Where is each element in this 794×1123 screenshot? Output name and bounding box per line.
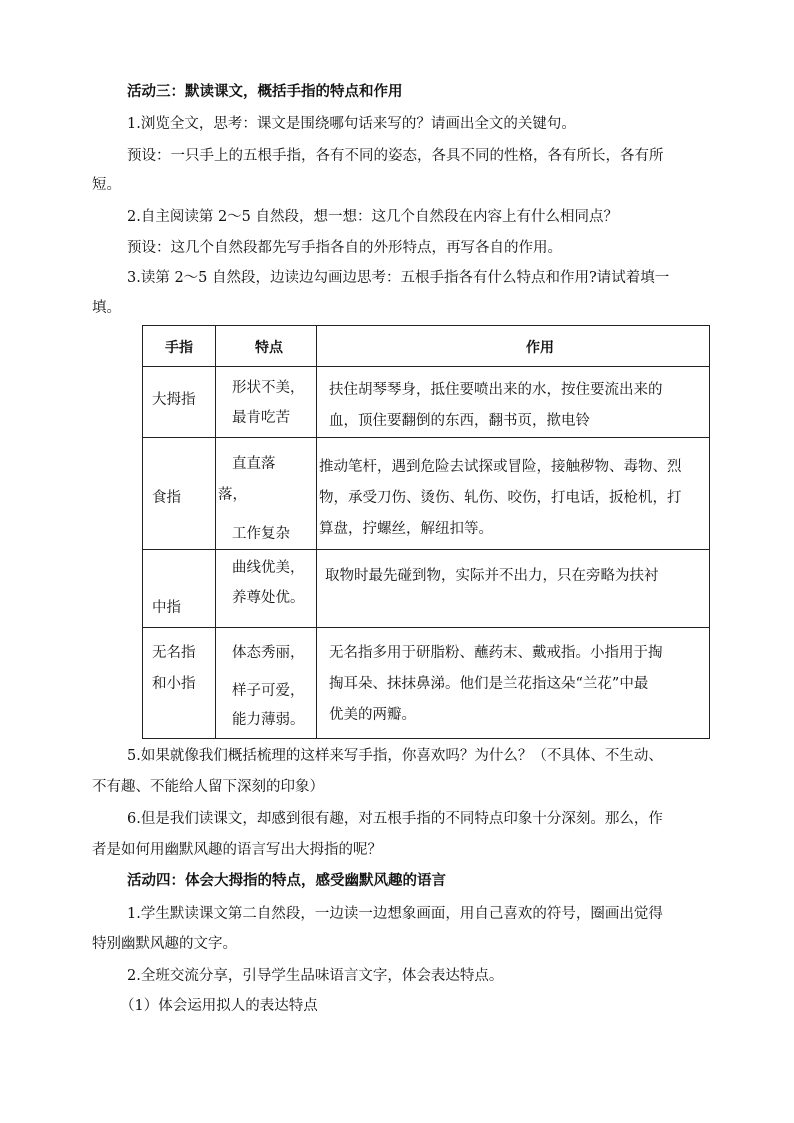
- row-index-feature: 工作复杂: [232, 526, 290, 542]
- row-middle-feature: 养尊处优。: [232, 590, 305, 606]
- step-two-sub-one: （1）体会运用拟人的表达特点: [120, 998, 318, 1014]
- question-six-line2: 者是如何用幽默风趣的语言写出大拇指的呢？: [92, 842, 382, 858]
- row-ring-little-feature: 样子可爱，: [232, 683, 305, 699]
- row-index-function: 算盘，拧螺丝，解纽扣等。: [319, 521, 493, 537]
- row-middle-function: 取物时最先碰到物，实际并不出力，只在旁略为扶衬: [325, 568, 659, 584]
- row-index-function: 推动笔杆，遇到危险去试探或冒险，接触秽物、毒物、烈: [319, 459, 682, 475]
- row-ring-little-function: 优美的两瓣。: [329, 707, 416, 723]
- header-feature: 特点: [255, 340, 283, 356]
- row-middle-feature: 曲线优美，: [232, 560, 305, 576]
- step-one-line1: 1.学生默读课文第二自然段，一边读一边想象画面，用自己喜欢的符号，圈画出觉得: [127, 906, 663, 922]
- step-two: 2.全班交流分享，引导学生品味语言文字，体会表达特点。: [127, 968, 504, 984]
- row-index-feature: 落，: [218, 487, 247, 503]
- question-five-line2: 不有趣、不能给人留下深刻的印象）: [92, 779, 324, 795]
- row-ring-little-function: 掏耳朵、抹抹鼻涕。他们是兰花指这朵“兰花”中最: [329, 676, 649, 692]
- row-ring-little-function: 无名指多用于研脂粉、蘸药末、戴戒指。小指用于掏: [329, 645, 663, 661]
- question-three-line2: 填。: [92, 300, 121, 316]
- table-divider: [143, 366, 709, 367]
- table-divider: [143, 549, 709, 550]
- table-divider: [143, 627, 709, 628]
- table-divider: [143, 437, 709, 438]
- row-ring-little-feature: 体态秀丽，: [232, 645, 305, 661]
- header-function: 作用: [526, 340, 554, 356]
- row-ring-little-finger: 和小指: [152, 676, 196, 692]
- row-index-feature: 直直落: [232, 456, 276, 472]
- row-thumb-feature: 形状不美，: [232, 380, 305, 396]
- answer-one-line2: 短。: [92, 177, 121, 193]
- row-index-finger: 食指: [152, 490, 181, 506]
- question-six-line1: 6.但是我们读课文，却感到很有趣，对五根手指的不同特点印象十分深刻。那么，作: [127, 811, 663, 827]
- question-one: 1.浏览全文，思考：课文是围绕哪句话来写的？请画出全文的关键句。: [127, 116, 576, 132]
- activity-four-heading: 活动四：体会大拇指的特点，感受幽默风趣的语言: [127, 872, 446, 889]
- answer-two: 预设：这几个自然段都先写手指各自的外形特点，再写各自的作用。: [127, 240, 562, 256]
- table-divider: [316, 326, 317, 738]
- header-finger: 手指: [165, 340, 193, 356]
- row-thumb-function: 扶住胡琴琴身，抵住要喷出来的水，按住要流出来的: [329, 382, 663, 398]
- question-five-line1: 5.如果就像我们概括梳理的这样来写手指，你喜欢吗？为什么？（不具体、不生动、: [127, 748, 663, 764]
- row-ring-little-feature: 能力薄弱。: [232, 712, 305, 728]
- row-thumb-function: 血，顶住要翻倒的东西，翻书页，揿电铃: [329, 413, 590, 429]
- step-one-line2: 特别幽默风趣的文字。: [92, 936, 237, 952]
- activity-three-heading: 活动三：默读课文，概括手指的特点和作用: [127, 83, 403, 100]
- row-ring-little-finger: 无名指: [152, 645, 196, 661]
- question-three-line1: 3.读第 2～5 自然段，边读边勾画边思考：五根手指各有什么特点和作用?请试着填一: [127, 270, 670, 286]
- row-thumb-feature: 最肯吃苦: [232, 410, 290, 426]
- row-index-function: 物，承受刀伤、烫伤、轧伤、咬伤，打电话，扳枪机，打: [319, 490, 682, 506]
- answer-one-line1: 预设：一只手上的五根手指，各有不同的姿态，各具不同的性格，各有所长，各有所: [127, 148, 664, 164]
- row-thumb-finger: 大拇指: [152, 392, 196, 408]
- table-divider: [215, 326, 216, 738]
- row-middle-finger: 中指: [152, 600, 181, 616]
- finger-table: [142, 325, 710, 739]
- question-two: 2.自主阅读第 2～5 自然段，想一想：这几个自然段在内容上有什么相同点？: [127, 209, 619, 225]
